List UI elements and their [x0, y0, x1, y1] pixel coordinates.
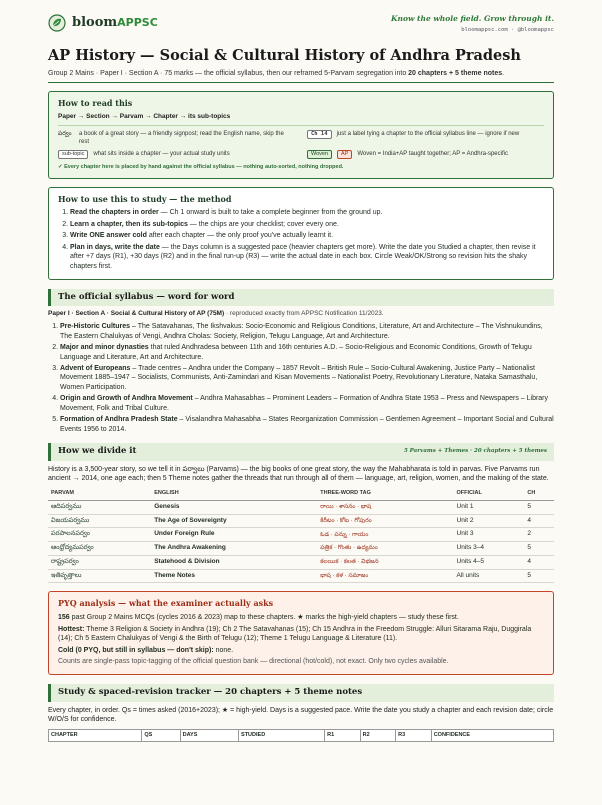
woven-chip: Woven [307, 150, 332, 159]
parvam-table: PARVAM ENGLISH THREE-WORD TAG OFFICIAL CH ఆదిపర్వము Genesis రాయి · శాసనం · భాష Unit 1 5 విజయపర్వము The Age of Sovereignty కిరీటం · కోట · గోపురం Unit 2 4 పరపాలనపర్వం Under Foreign Rule ఓడ · పన్ను · గాయం Unit 3 2 ఆంధ్రోద్యమపర్వం The Andhra Awakening పత్రిక · గొంతు · ఉద్యమం Units 3–4 5 రాష్ట్రపర్వం Statehood & Division కలయిక · కలత · విభజన Units 4–5 4 ఇతివృత్తాలు Theme Notes భాష · కళ · సమాజం All units 5 [48, 488, 554, 583]
pyq-cold: Cold (0 PYQ, but still in syllabus — don't skip): none. [58, 646, 234, 654]
legend-item-parvam: పర్వం a book of a great story — a friendly signpost; read the English name, skip the rest [58, 130, 284, 145]
ap-chip: AP [337, 150, 352, 159]
tracker-table: CHAPTER QS DAYS STUDIED R1 R2 R3 CONFIDENCE [48, 729, 554, 742]
site-handle[interactable]: bloomappsc.com · @bloomappsc [461, 27, 554, 34]
pyq-note: Counts are single-pass topic-tagging of the official question bank — directional (hot/cold), not exact. Only two cycles available. [58, 657, 449, 665]
header [48, 0, 554, 38]
how-to-read-box [48, 91, 554, 179]
syllabus-item: 2. Major and minor dynasties that ruled Andhradesa between 11th and 16th centuries A.D. – Socio-Religious and Economic Conditions, Growth of Telugu Language and Literature, Art and Architecture. [60, 343, 554, 362]
pyq-title: PYQ analysis — what the examiner actually asks [58, 598, 274, 609]
verification-note: ✓ Every chapter here is placed by hand against the official syllabus — nothing auto-sorted, nothing dropped. [58, 164, 344, 171]
method-title: How to use this to study — the method [58, 193, 232, 204]
table-row: పరపాలనపర్వం Under Foreign Rule ఓడ · పన్ను · గాయం Unit 3 2 [48, 528, 554, 542]
syllabus-source: Paper I · Section A · Social & Cultural History of AP (75M) · reproduced exactly from APPSC Notification 11/2023. [48, 310, 384, 318]
method-step: 1. Read the chapters in order — Ch 1 onward is built to take a complete beginner from the ground up. [70, 208, 544, 217]
leaf-logo-icon [48, 14, 66, 32]
syllabus-heading: The official syllabus — word for word [48, 289, 554, 306]
method-steps [70, 208, 544, 271]
syllabus-list [60, 322, 554, 434]
method-step: 2. Learn a chapter, then its sub-topics — the chips are your checklist; cover every one. [70, 220, 544, 229]
tracker-heading: Study & spaced-revision tracker — 20 chapters + 5 theme notes [48, 684, 554, 701]
how-to-read-title: How to read this [58, 98, 133, 108]
brand[interactable] [48, 14, 158, 32]
syllabus-item: 4. Origin and Growth of Andhra Movement – Andhra Mahasabhas – Prominent Leaders – Formation of Andhra State 1953 – Press and Newspapers – Library Movement, Folk and Tribal Culture. [60, 394, 554, 413]
table-row: ఆంధ్రోద్యమపర్వం The Andhra Awakening పత్రిక · గొంతు · ఉద్యమం Units 3–4 5 [48, 542, 554, 556]
legend-item-subtopic: sub-topic what sits inside a chapter — your actual study units [58, 150, 295, 159]
tagline: Know the whole field. Grow through it. [390, 14, 554, 23]
syllabus-item: 1. Pre-Historic Cultures – The Satavahanas, The Ikshvakus: Socio-Economic and Religious Conditions, Literature, Art and Architecture – The Vishnukundins, The Eastern Chalukyas of Vengi, Andhra Cholas: Society, Religion, Telugu Language, Art and Architecture. [60, 322, 554, 341]
tracker-intro: Every chapter, in order. Qs = times asked (2016+2023); ★ = high-yield. Days is a suggested pace. Write the date you study a chapter and each revision date; circle W/O/S for confidence. [48, 706, 554, 724]
table-row: రాష్ట్రపర్వం Statehood & Division కలయిక · కలత · విభజన Units 4–5 4 [48, 555, 554, 569]
page-title: AP History — Social & Cultural History of Andhra Pradesh [48, 47, 521, 64]
chapter-chip: Ch 14 [307, 130, 332, 139]
pyq-hottest: Hottest: Theme 3 Religion & Society in Andhra (19); Ch 2 The Satavahanas (15); Ch 15 Andhra in the Freedom Struggle: Alluri Sitarama Raju, Duggirala (14); Ch 5 Eastern Chalukyas of Vengi & the Birth of Telugu (12); Theme 1 Telugu Language & Literature (11). [58, 625, 532, 643]
method-step: 3. Write ONE answer cold after each chapter — the only proof you've actually learnt it. [70, 231, 544, 240]
pyq-summary: 156 past Group 2 Mains MCQs (cycles 2016 & 2023) map to these chapters. ★ marks the high-yield chapters — study these first. [58, 614, 459, 622]
legend-item-woven: Woven AP Woven = India+AP taught together; AP = Andhra-specific [307, 150, 544, 159]
syllabus-item: 3. Advent of Europeans – Trade centres – Andhra under the Company – 1857 Revolt – British Rule – Socio-Cultural Awakening, Justice Party – Nationalist Movement 1885–1947 – Socialists, Communists, Anti-Zamindari and Kisan Movements – Nationalist Poetry, Revolutionary Literature, Nataka Samasthalu, Women Participation. [60, 364, 554, 392]
divide-intro: History is a 3,500-year story, so we tell it in పర్వాలు (Parvams) — the big books of one great story, the way the Mahabharata is told in parvas. Five Parvams run ancient → 2014, one age each; then 5 Theme notes gather the threads that run through all of them — language, art, religion, women, and the making of the state. [48, 465, 549, 482]
table-row: ఆదిపర్వము Genesis రాయి · శాసనం · భాష Unit 1 5 [48, 500, 554, 514]
hierarchy-flow: Paper → Section → Parvam → Chapter → its sub-topics [58, 113, 544, 126]
pyq-box [48, 591, 554, 675]
table-row: విజయపర్వము The Age of Sovereignty కిరీటం · కోట · గోపురం Unit 2 4 [48, 514, 554, 528]
legend-item-chapter-chip: Ch 14 just a label tying a chapter to the official syllabus line — ignore if new [307, 130, 544, 146]
subtitle: Group 2 Mains · Paper I · Section A · 75 marks — the official syllabus, then our reframed 5-Parvam segregation into 20 chapters + 5 theme notes. [48, 69, 554, 83]
method-step: 4. Plan in days, write the date — the Days column is a suggested pace (heavier chapters get more). Write the date you Studied a chapter, then revise it after +7 days (R1), +30 days (R2) and in the final run-up (R3) — write the actual date in each box. Circle Weak/OK/Strong so revision hits the shaky chapters first. [70, 243, 544, 271]
table-row: ఇతివృత్తాలు Theme Notes భాష · కళ · సమాజం All units 5 [48, 569, 554, 583]
method-box [48, 187, 554, 280]
legend [58, 130, 544, 160]
syllabus-item: 5. Formation of Andhra Pradesh State – Visalandhra Mahasabha – States Reorganization Commission – Gentlemen Agreement – Important Social and Cultural Events 1956 to 2014. [60, 415, 554, 434]
divide-heading: How we divide it 5 Parvams + Themes · 20 chapters + 5 themes [48, 443, 554, 460]
divide-summary: 5 Parvams + Themes · 20 chapters + 5 themes [403, 448, 547, 455]
brand-name: bloomAPPSC [72, 15, 158, 31]
subtopic-chip: sub-topic [58, 150, 88, 159]
